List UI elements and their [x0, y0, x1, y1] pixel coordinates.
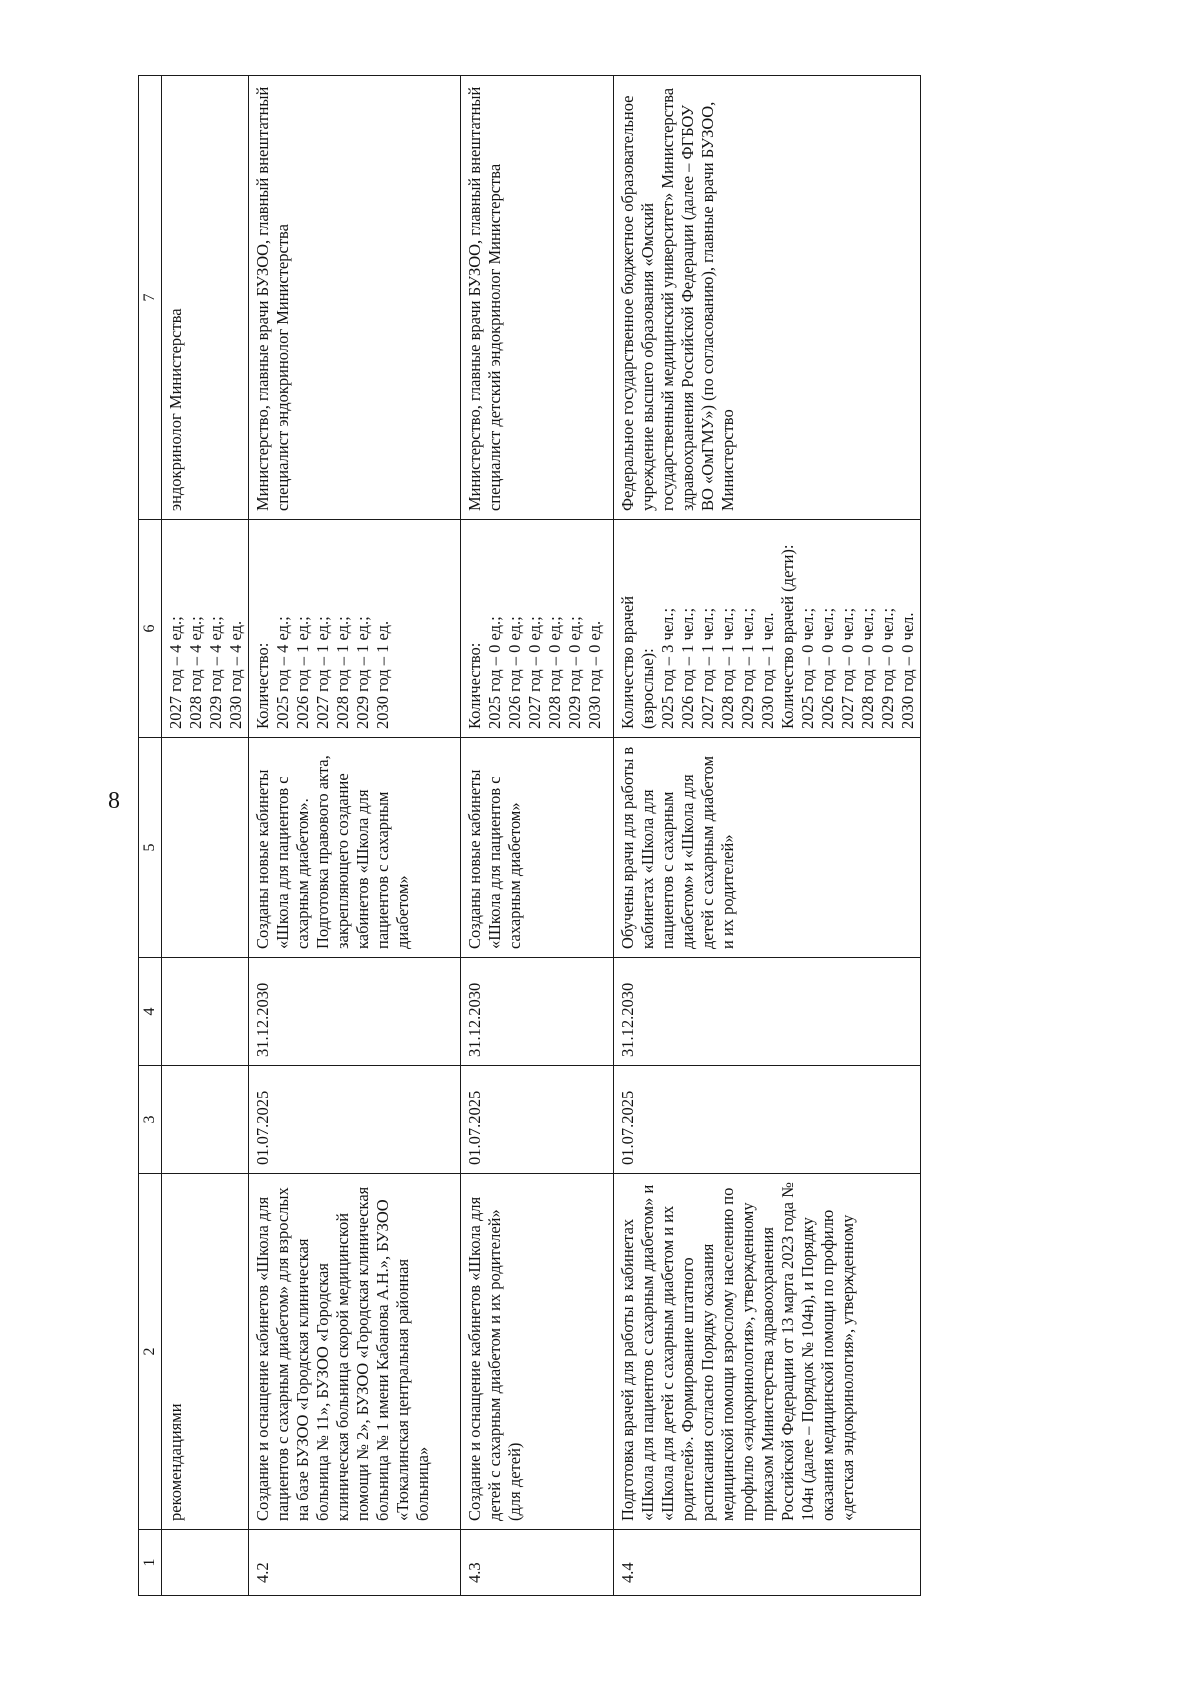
- header-col-3: 3: [139, 1066, 162, 1174]
- header-col-6: 6: [139, 520, 162, 738]
- table-row: [249, 76, 461, 1596]
- responsible-cell: Федеральное государственное бюджетное образовательное учреждение высшего образования «Омский государственный медицинский университет» Министерства здравоохранения Российской Федерации (далее – ФГБОУ ВО «ОмГМУ») (по согласованию), главные врачи БУЗОО, Министерство: [614, 76, 921, 520]
- table-row: [162, 76, 249, 1596]
- row-number: [162, 1530, 249, 1596]
- result-cell: Созданы новые кабинеты «Школа для пациентов с сахарным диабетом». Подготовка правового акта, закрепляющего создание кабинетов «Школа для пациентов с сахарным диабетом»: [249, 738, 461, 958]
- table-header-row: [139, 76, 162, 1596]
- header-col-5: 5: [139, 738, 162, 958]
- end-date-cell: [162, 958, 249, 1066]
- end-date-cell: 31.12.2030: [461, 958, 614, 1066]
- indicator-cell: Количество: 2025 год – 4 ед.; 2026 год – 1 ед.; 2027 год – 1 ед.; 2028 год – 1 ед.; 2029 год – 1 ед.; 2030 год – 1 ед.: [249, 520, 461, 738]
- action-cell: Подготовка врачей для работы в кабинетах «Школа для пациентов с сахарным диабетом» и «Школа для детей с сахарным диабетом и их родителей». Формирование штатного расписания согласно Порядку оказания медицинской помощи взрослому населению по профилю «эндокринология», утвержденному приказом Министерства здравоохранения Российской Федерации от 13 марта 2023 года № 104н (далее – Порядок № 104н), и Порядку оказания медицинской помощи по профилю «детская эндокринология», утвержденному: [614, 1174, 921, 1530]
- result-cell: Созданы новые кабинеты «Школа для пациентов с сахарным диабетом»: [461, 738, 614, 958]
- header-col-1: 1: [139, 1530, 162, 1596]
- indicator-cell: 2027 год – 4 ед.; 2028 год – 4 ед.; 2029 год – 4 ед.; 2030 год – 4 ед.: [162, 520, 249, 738]
- end-date-cell: 31.12.2030: [249, 958, 461, 1066]
- responsible-cell: Министерство, главные врачи БУЗОО, главный внештатный специалист детский эндокринолог Министерства: [461, 76, 614, 520]
- action-cell: рекомендациями: [162, 1174, 249, 1530]
- start-date-cell: 01.07.2025: [614, 1066, 921, 1174]
- header-col-7: 7: [139, 76, 162, 520]
- rotated-table-container: [138, 76, 917, 1596]
- result-cell: [162, 738, 249, 958]
- row-number: 4.2: [249, 1530, 461, 1596]
- start-date-cell: 01.07.2025: [461, 1066, 614, 1174]
- indicator-cell: Количество: 2025 год – 0 ед.; 2026 год – 0 ед.; 2027 год – 0 ед.; 2028 год – 0 ед.; 2029 год – 0 ед.; 2030 год – 0 ед.: [461, 520, 614, 738]
- table-row: [461, 76, 614, 1596]
- page-number: 8: [108, 788, 120, 814]
- row-number: 4.3: [461, 1530, 614, 1596]
- header-col-2: 2: [139, 1174, 162, 1530]
- indicator-cell: Количество врачей (взрослые): 2025 год – 3 чел.; 2026 год – 1 чел.; 2027 год – 1 чел.; 2028 год – 1 чел.; 2029 год – 1 чел.; 2030 год – 1 чел. Количество врачей (дети): 2025 год – 0 чел.; 2026 год – 0 чел.; 2027 год – 0 чел.; 2028 год – 0 чел.; 2029 год – 0 чел.; 2030 год – 0 чел.: [614, 520, 921, 738]
- responsible-cell: эндокринолог Министерства: [162, 76, 249, 520]
- row-number: 4.4: [614, 1530, 921, 1596]
- action-plan-table: [138, 75, 921, 1596]
- header-col-4: 4: [139, 958, 162, 1066]
- start-date-cell: 01.07.2025: [249, 1066, 461, 1174]
- action-cell: Создание и оснащение кабинетов «Школа для пациентов с сахарным диабетом» для взрослых на базе БУЗОО «Городская клиническая больница № 11», БУЗОО «Городская клиническая больница скорой медицинской помощи № 2», БУЗОО «Городская клиническая больница № 1 имени Кабанова А.Н.», БУЗОО «Тюкалинская центральная районная больница»: [249, 1174, 461, 1530]
- table-row: [614, 76, 921, 1596]
- start-date-cell: [162, 1066, 249, 1174]
- responsible-cell: Министерство, главные врачи БУЗОО, главный внештатный специалист эндокринолог Министерства: [249, 76, 461, 520]
- end-date-cell: 31.12.2030: [614, 958, 921, 1066]
- result-cell: Обучены врачи для работы в кабинетах «Школа для пациентов с сахарным диабетом» и «Школа для детей с сахарным диабетом и их родителей»: [614, 738, 921, 958]
- action-cell: Создание и оснащение кабинетов «Школа для детей с сахарным диабетом и их родителей» (для детей): [461, 1174, 614, 1530]
